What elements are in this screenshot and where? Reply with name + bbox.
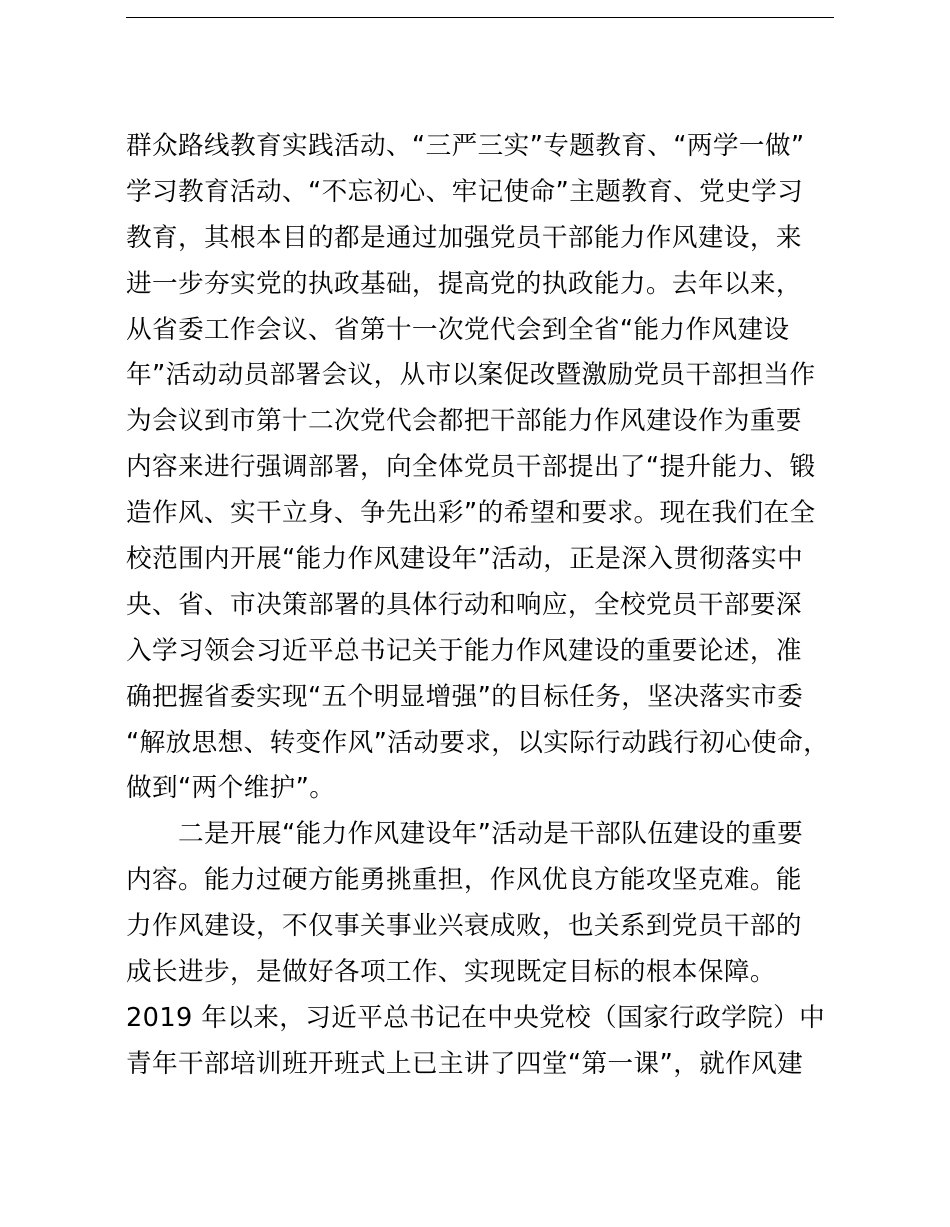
text-line: 为会议到市第十二次党代会都把干部能力作风建设作为重要 bbox=[126, 406, 802, 437]
text-line: 2019 年以来，习近平总书记在中央党校（国家行政学院）中 bbox=[126, 1002, 826, 1033]
text-line: 进一步夯实党的执政基础，提高党的执政能力。去年以来， bbox=[126, 268, 802, 299]
text-line: 入学习领会习近平总书记关于能力作风建设的重要论述，准 bbox=[126, 635, 802, 666]
text-line: 内容。能力过硬方能勇挑重担，作风优良方能攻坚克难。能 bbox=[126, 865, 802, 896]
header-rule bbox=[126, 17, 834, 18]
text-line: 做到“两个维护”。 bbox=[126, 773, 336, 804]
text-line: 央、省、市决策部署的具体行动和响应，全校党员干部要深 bbox=[126, 589, 802, 620]
text-line: 校范围内开展“能力作风建设年”活动，正是深入贯彻落实中 bbox=[126, 544, 804, 575]
text-line: 教育，其根本目的都是通过加强党员干部能力作风建设，来 bbox=[126, 222, 802, 253]
text-line: 二是开展“能力作风建设年”活动是干部队伍建设的重要 bbox=[126, 819, 804, 850]
text-line: 群众路线教育实践活动、“三严三实”专题教育、“两学一做” bbox=[126, 131, 805, 161]
text-line: 内容来进行强调部署，向全体党员干部提出了“提升能力、锻 bbox=[126, 452, 816, 483]
text-line: 学习教育活动、“不忘初心、牢记使命”主题教育、党史学习 bbox=[126, 176, 804, 207]
text-line: 青年干部培训班开班式上已主讲了四堂“第一课”，就作风建 bbox=[126, 1048, 804, 1079]
document-body bbox=[126, 124, 886, 1088]
text-line: 成长进步，是做好各项工作、实现既定目标的根本保障。 bbox=[126, 957, 776, 988]
text-line: 力作风建设，不仅事关事业兴衰成败，也关系到党员干部的 bbox=[126, 911, 802, 942]
text-line: 确把握省委实现“五个明显增强”的目标任务，坚决落实市委 bbox=[126, 681, 804, 712]
text-line: “解放思想、转变作风”活动要求，以实际行动践行初心使命， bbox=[126, 727, 830, 758]
text-line: 年”活动动员部署会议，从市以案促改暨激励党员干部担当作 bbox=[126, 360, 816, 391]
text-line: 从省委工作会议、省第十一次党代会到全省“能力作风建设 bbox=[126, 314, 790, 345]
text-line: 造作风、实干立身、争先出彩”的希望和要求。现在我们在全 bbox=[126, 498, 816, 529]
